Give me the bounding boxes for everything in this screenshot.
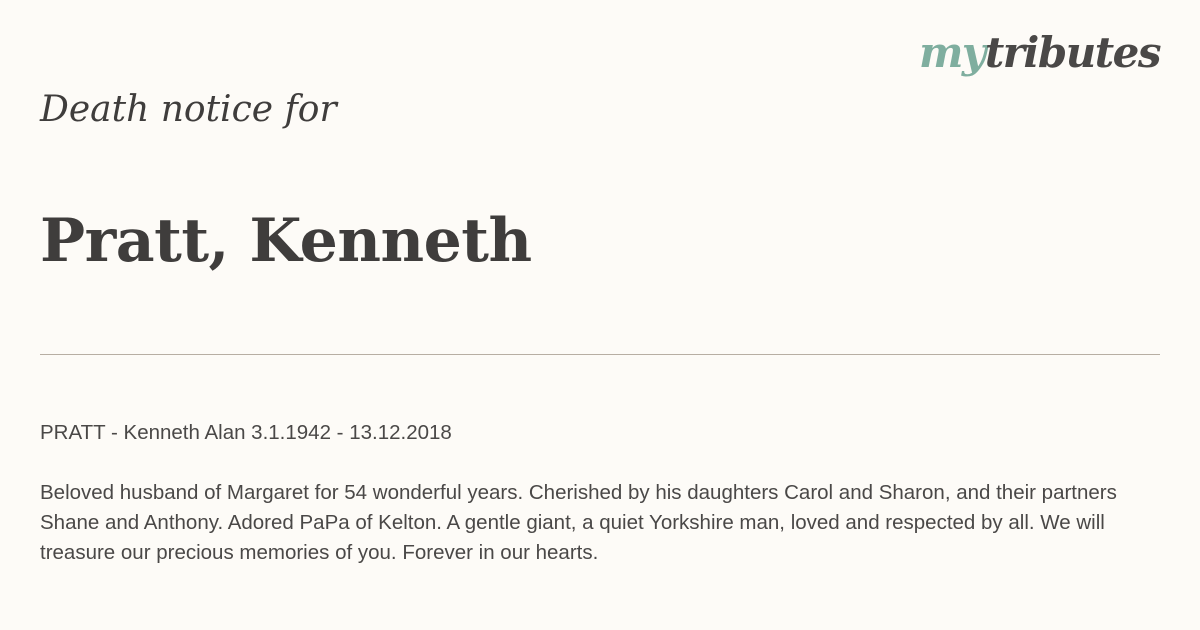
deceased-name: Pratt, Kenneth xyxy=(40,206,532,276)
section-divider xyxy=(40,354,1160,355)
death-notice-kicker: Death notice for xyxy=(40,89,337,130)
notice-body: Beloved husband of Margaret for 54 wonderful years. Cherished by his daughters Carol and Sharon, and their partners Shane and Anthony. Adored PaPa of Kelton. A gentle giant, a quiet Yorkshire man, loved and respected by all. We will treasure our precious memories of you. Forever in our hearts. xyxy=(40,481,1117,564)
notice-text xyxy=(40,388,1160,598)
notice-heading-line: PRATT - Kenneth Alan 3.1.1942 - 13.12.2018 xyxy=(40,421,452,444)
logo-part-tributes: tributes xyxy=(984,28,1160,77)
mytributes-logo[interactable] xyxy=(918,28,1160,77)
logo-part-my: my xyxy=(918,28,985,77)
